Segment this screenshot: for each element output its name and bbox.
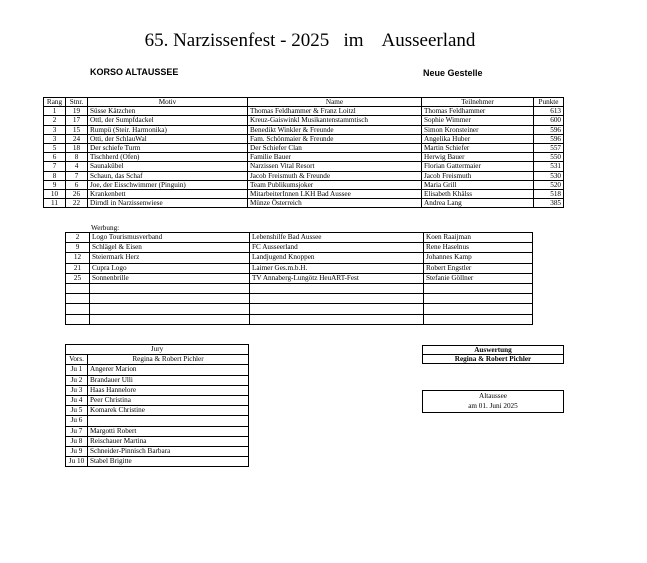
- teilnehmer-cell: Martin Schiefer: [422, 144, 534, 153]
- name-cell: Narzissen Vital Resort: [248, 162, 422, 171]
- werbung-nr-cell: 9: [66, 243, 90, 253]
- punkte-cell: 596: [534, 134, 564, 143]
- motiv-cell: Der schiefe Turm: [88, 144, 248, 153]
- table-row: [44, 116, 564, 125]
- table-row: [44, 125, 564, 134]
- name-cell: Thomas Feldhammer & Franz Loitzl: [248, 107, 422, 116]
- werbung-row: [66, 304, 533, 314]
- motiv-cell: Süsse Kätzchen: [88, 107, 248, 116]
- jury-row: [66, 365, 249, 375]
- jury-name-cell: [88, 416, 249, 426]
- werbung-name-cell: [250, 314, 424, 324]
- werbung-nr-cell: 25: [66, 273, 90, 283]
- jury-row: [66, 436, 249, 446]
- rang-cell: 9: [44, 180, 66, 189]
- rang-cell: 8: [44, 171, 66, 180]
- table-row: [44, 190, 564, 199]
- results-header-row: [44, 98, 564, 107]
- punkte-cell: 596: [534, 125, 564, 134]
- jury-name-cell: Margotti Robert: [88, 426, 249, 436]
- col-header-punkte: Punkte: [534, 98, 564, 107]
- werbung-row: [66, 273, 533, 283]
- werbung-nr-cell: [66, 304, 90, 314]
- motiv-cell: Saunakübel: [88, 162, 248, 171]
- col-header-rang: Rang: [44, 98, 66, 107]
- werbung-teilnehmer-cell: [424, 294, 533, 304]
- teilnehmer-cell: Simon Kronsteiner: [422, 125, 534, 134]
- name-cell: Team Publikumsjoker: [248, 180, 422, 189]
- stnr-cell: 4: [66, 162, 88, 171]
- werbung-row: [66, 263, 533, 273]
- jury-name-cell: Komarek Christine: [88, 406, 249, 416]
- stnr-cell: 17: [66, 116, 88, 125]
- werbung-nr-cell: 21: [66, 263, 90, 273]
- rang-cell: 3: [44, 125, 66, 134]
- stnr-cell: 24: [66, 134, 88, 143]
- werbung-nr-cell: 12: [66, 253, 90, 263]
- table-row: [44, 144, 564, 153]
- jury-row: [66, 447, 249, 457]
- werbung-name-cell: [250, 284, 424, 294]
- rang-cell: 1: [44, 107, 66, 116]
- teilnehmer-cell: Thomas Feldhammer: [422, 107, 534, 116]
- punkte-cell: 557: [534, 144, 564, 153]
- teilnehmer-cell: Elisabeth Khälss: [422, 190, 534, 199]
- stnr-cell: 22: [66, 199, 88, 208]
- jury-name-cell: Haas Hannelore: [88, 385, 249, 395]
- rang-cell: 6: [44, 153, 66, 162]
- jury-name-cell: Brandauer Ulli: [88, 375, 249, 385]
- stnr-cell: 7: [66, 171, 88, 180]
- table-row: [44, 153, 564, 162]
- teilnehmer-cell: Jacob Freismuth: [422, 171, 534, 180]
- werbung-row: [66, 294, 533, 304]
- name-cell: MitarbeiterInnen LKH Bad Aussee: [248, 190, 422, 199]
- werbung-table: [65, 232, 533, 325]
- jury-chair-label: Vors.: [66, 355, 88, 365]
- auswertung-title: Auswertung: [423, 346, 564, 355]
- table-row: [44, 134, 564, 143]
- jury-name-cell: Angerer Marion: [88, 365, 249, 375]
- jury-id-cell: Ju 1: [66, 365, 88, 375]
- jury-id-cell: Ju 3: [66, 385, 88, 395]
- jury-title-row: [66, 345, 249, 355]
- werbung-name-cell: Lebenshilfe Bad Aussee: [250, 233, 424, 243]
- table-row: [44, 107, 564, 116]
- teilnehmer-cell: Maria Grill: [422, 180, 534, 189]
- werbung-teilnehmer-cell: Johannes Kamp: [424, 253, 533, 263]
- teilnehmer-cell: Herwig Bauer: [422, 153, 534, 162]
- date-text: am 01. Juni 2025: [468, 402, 518, 410]
- werbung-nr-cell: [66, 314, 90, 324]
- name-cell: Kreuz-Gaiswinkl Musikantenstammtisch: [248, 116, 422, 125]
- motiv-cell: Ottl, der Sumpfdackel: [88, 116, 248, 125]
- werbung-teilnehmer-cell: [424, 284, 533, 294]
- jury-id-cell: Ju 5: [66, 406, 88, 416]
- motiv-cell: Joe, der Eisschwimmer (Pinguin): [88, 180, 248, 189]
- werbung-name-cell: Laimer Ges.m.b.H.: [250, 263, 424, 273]
- category-label: Neue Gestelle: [423, 68, 483, 78]
- werbung-name-cell: Landjugend Knoppen: [250, 253, 424, 263]
- jury-row: [66, 396, 249, 406]
- jury-row: [66, 457, 249, 467]
- col-header-stnr: Stnr.: [66, 98, 88, 107]
- werbung-motiv-cell: Sonnenbrille: [90, 273, 250, 283]
- punkte-cell: 518: [534, 190, 564, 199]
- punkte-cell: 550: [534, 153, 564, 162]
- auswertung-box: [422, 345, 564, 364]
- jury-table: [65, 344, 249, 467]
- werbung-label: Werbung:: [91, 224, 120, 232]
- auswertung-names: Regina & Robert Pichler: [423, 355, 564, 364]
- werbung-name-cell: [250, 294, 424, 304]
- jury-row: [66, 426, 249, 436]
- jury-id-cell: Ju 9: [66, 447, 88, 457]
- place-text: Altaussee: [479, 392, 507, 400]
- col-header-teilnehmer: Teilnehmer: [422, 98, 534, 107]
- place-date-box: [422, 390, 564, 413]
- rang-cell: 11: [44, 199, 66, 208]
- name-cell: Fam. Schönmaier & Freunde: [248, 134, 422, 143]
- jury-row: [66, 385, 249, 395]
- stnr-cell: 26: [66, 190, 88, 199]
- rang-cell: 2: [44, 116, 66, 125]
- name-cell: Münze Österreich: [248, 199, 422, 208]
- jury-name-cell: Stabel Brigitte: [88, 457, 249, 467]
- teilnehmer-cell: Florian Gattermaier: [422, 162, 534, 171]
- stnr-cell: 8: [66, 153, 88, 162]
- werbung-nr-cell: [66, 284, 90, 294]
- name-cell: Benedikt Winkler & Freunde: [248, 125, 422, 134]
- werbung-motiv-cell: [90, 304, 250, 314]
- page-title: 65. Narzissenfest - 2025 im Ausseerland: [144, 30, 476, 51]
- punkte-cell: 600: [534, 116, 564, 125]
- werbung-name-cell: TV Annaberg-Lungötz HeuART-Fest: [250, 273, 424, 283]
- werbung-motiv-cell: Steiermark Herz: [90, 253, 250, 263]
- punkte-cell: 613: [534, 107, 564, 116]
- name-cell: Familie Bauer: [248, 153, 422, 162]
- jury-chair-names: Regina & Robert Pichler: [88, 355, 249, 365]
- werbung-nr-cell: 2: [66, 233, 90, 243]
- werbung-name-cell: [250, 304, 424, 314]
- jury-id-cell: Ju 8: [66, 436, 88, 446]
- punkte-cell: 531: [534, 162, 564, 171]
- jury-name-cell: Reischauer Martina: [88, 436, 249, 446]
- werbung-motiv-cell: [90, 294, 250, 304]
- punkte-cell: 520: [534, 180, 564, 189]
- stnr-cell: 15: [66, 125, 88, 134]
- jury-name-cell: Peer Christina: [88, 396, 249, 406]
- werbung-teilnehmer-cell: Robert Engstler: [424, 263, 533, 273]
- name-cell: Der Schiefer Clan: [248, 144, 422, 153]
- motiv-cell: Dirndl in Narzissenwiese: [88, 199, 248, 208]
- punkte-cell: 385: [534, 199, 564, 208]
- teilnehmer-cell: Andrea Lang: [422, 199, 534, 208]
- table-row: [44, 199, 564, 208]
- table-row: [44, 171, 564, 180]
- werbung-motiv-cell: [90, 284, 250, 294]
- jury-id-cell: Ju 10: [66, 457, 88, 467]
- werbung-motiv-cell: Schlägel & Eisen: [90, 243, 250, 253]
- werbung-motiv-cell: [90, 314, 250, 324]
- jury-chair-row: [66, 355, 249, 365]
- werbung-motiv-cell: Logo Tourismusverband: [90, 233, 250, 243]
- col-header-motiv: Motiv: [88, 98, 248, 107]
- jury-name-cell: Schneider-Pinnisch Barbara: [88, 447, 249, 457]
- jury-row: [66, 416, 249, 426]
- werbung-teilnehmer-cell: [424, 314, 533, 324]
- motiv-cell: Krankenbett: [88, 190, 248, 199]
- werbung-row: [66, 253, 533, 263]
- jury-id-cell: Ju 4: [66, 396, 88, 406]
- jury-id-cell: Ju 6: [66, 416, 88, 426]
- werbung-teilnehmer-cell: Stefanie Göllner: [424, 273, 533, 283]
- rang-cell: 3: [44, 134, 66, 143]
- werbung-row: [66, 243, 533, 253]
- teilnehmer-cell: Sophie Wimmer: [422, 116, 534, 125]
- rang-cell: 7: [44, 162, 66, 171]
- werbung-teilnehmer-cell: Koen Raaijman: [424, 233, 533, 243]
- korso-label: KORSO ALTAUSSEE: [90, 67, 179, 77]
- results-table: [43, 97, 564, 208]
- name-cell: Jacob Freismuth & Freunde: [248, 171, 422, 180]
- table-row: [44, 180, 564, 189]
- stnr-cell: 19: [66, 107, 88, 116]
- werbung-row: [66, 233, 533, 243]
- jury-row: [66, 375, 249, 385]
- werbung-row: [66, 314, 533, 324]
- rang-cell: 10: [44, 190, 66, 199]
- stnr-cell: 18: [66, 144, 88, 153]
- stnr-cell: 6: [66, 180, 88, 189]
- werbung-nr-cell: [66, 294, 90, 304]
- jury-id-cell: Ju 2: [66, 375, 88, 385]
- jury-title: Jury: [66, 345, 249, 355]
- teilnehmer-cell: Angelika Huber: [422, 134, 534, 143]
- col-header-name: Name: [248, 98, 422, 107]
- werbung-teilnehmer-cell: [424, 304, 533, 314]
- rang-cell: 5: [44, 144, 66, 153]
- table-row: [44, 162, 564, 171]
- werbung-row: [66, 284, 533, 294]
- jury-id-cell: Ju 7: [66, 426, 88, 436]
- motiv-cell: Rumpü (Steir. Harmonika): [88, 125, 248, 134]
- werbung-teilnehmer-cell: Rene Haselnus: [424, 243, 533, 253]
- motiv-cell: Schaun, das Schaf: [88, 171, 248, 180]
- werbung-motiv-cell: Cupra Logo: [90, 263, 250, 273]
- jury-row: [66, 406, 249, 416]
- werbung-name-cell: FC Ausseerland: [250, 243, 424, 253]
- motiv-cell: Otti, der SchlauWal: [88, 134, 248, 143]
- motiv-cell: Tischherd (Ofen): [88, 153, 248, 162]
- punkte-cell: 530: [534, 171, 564, 180]
